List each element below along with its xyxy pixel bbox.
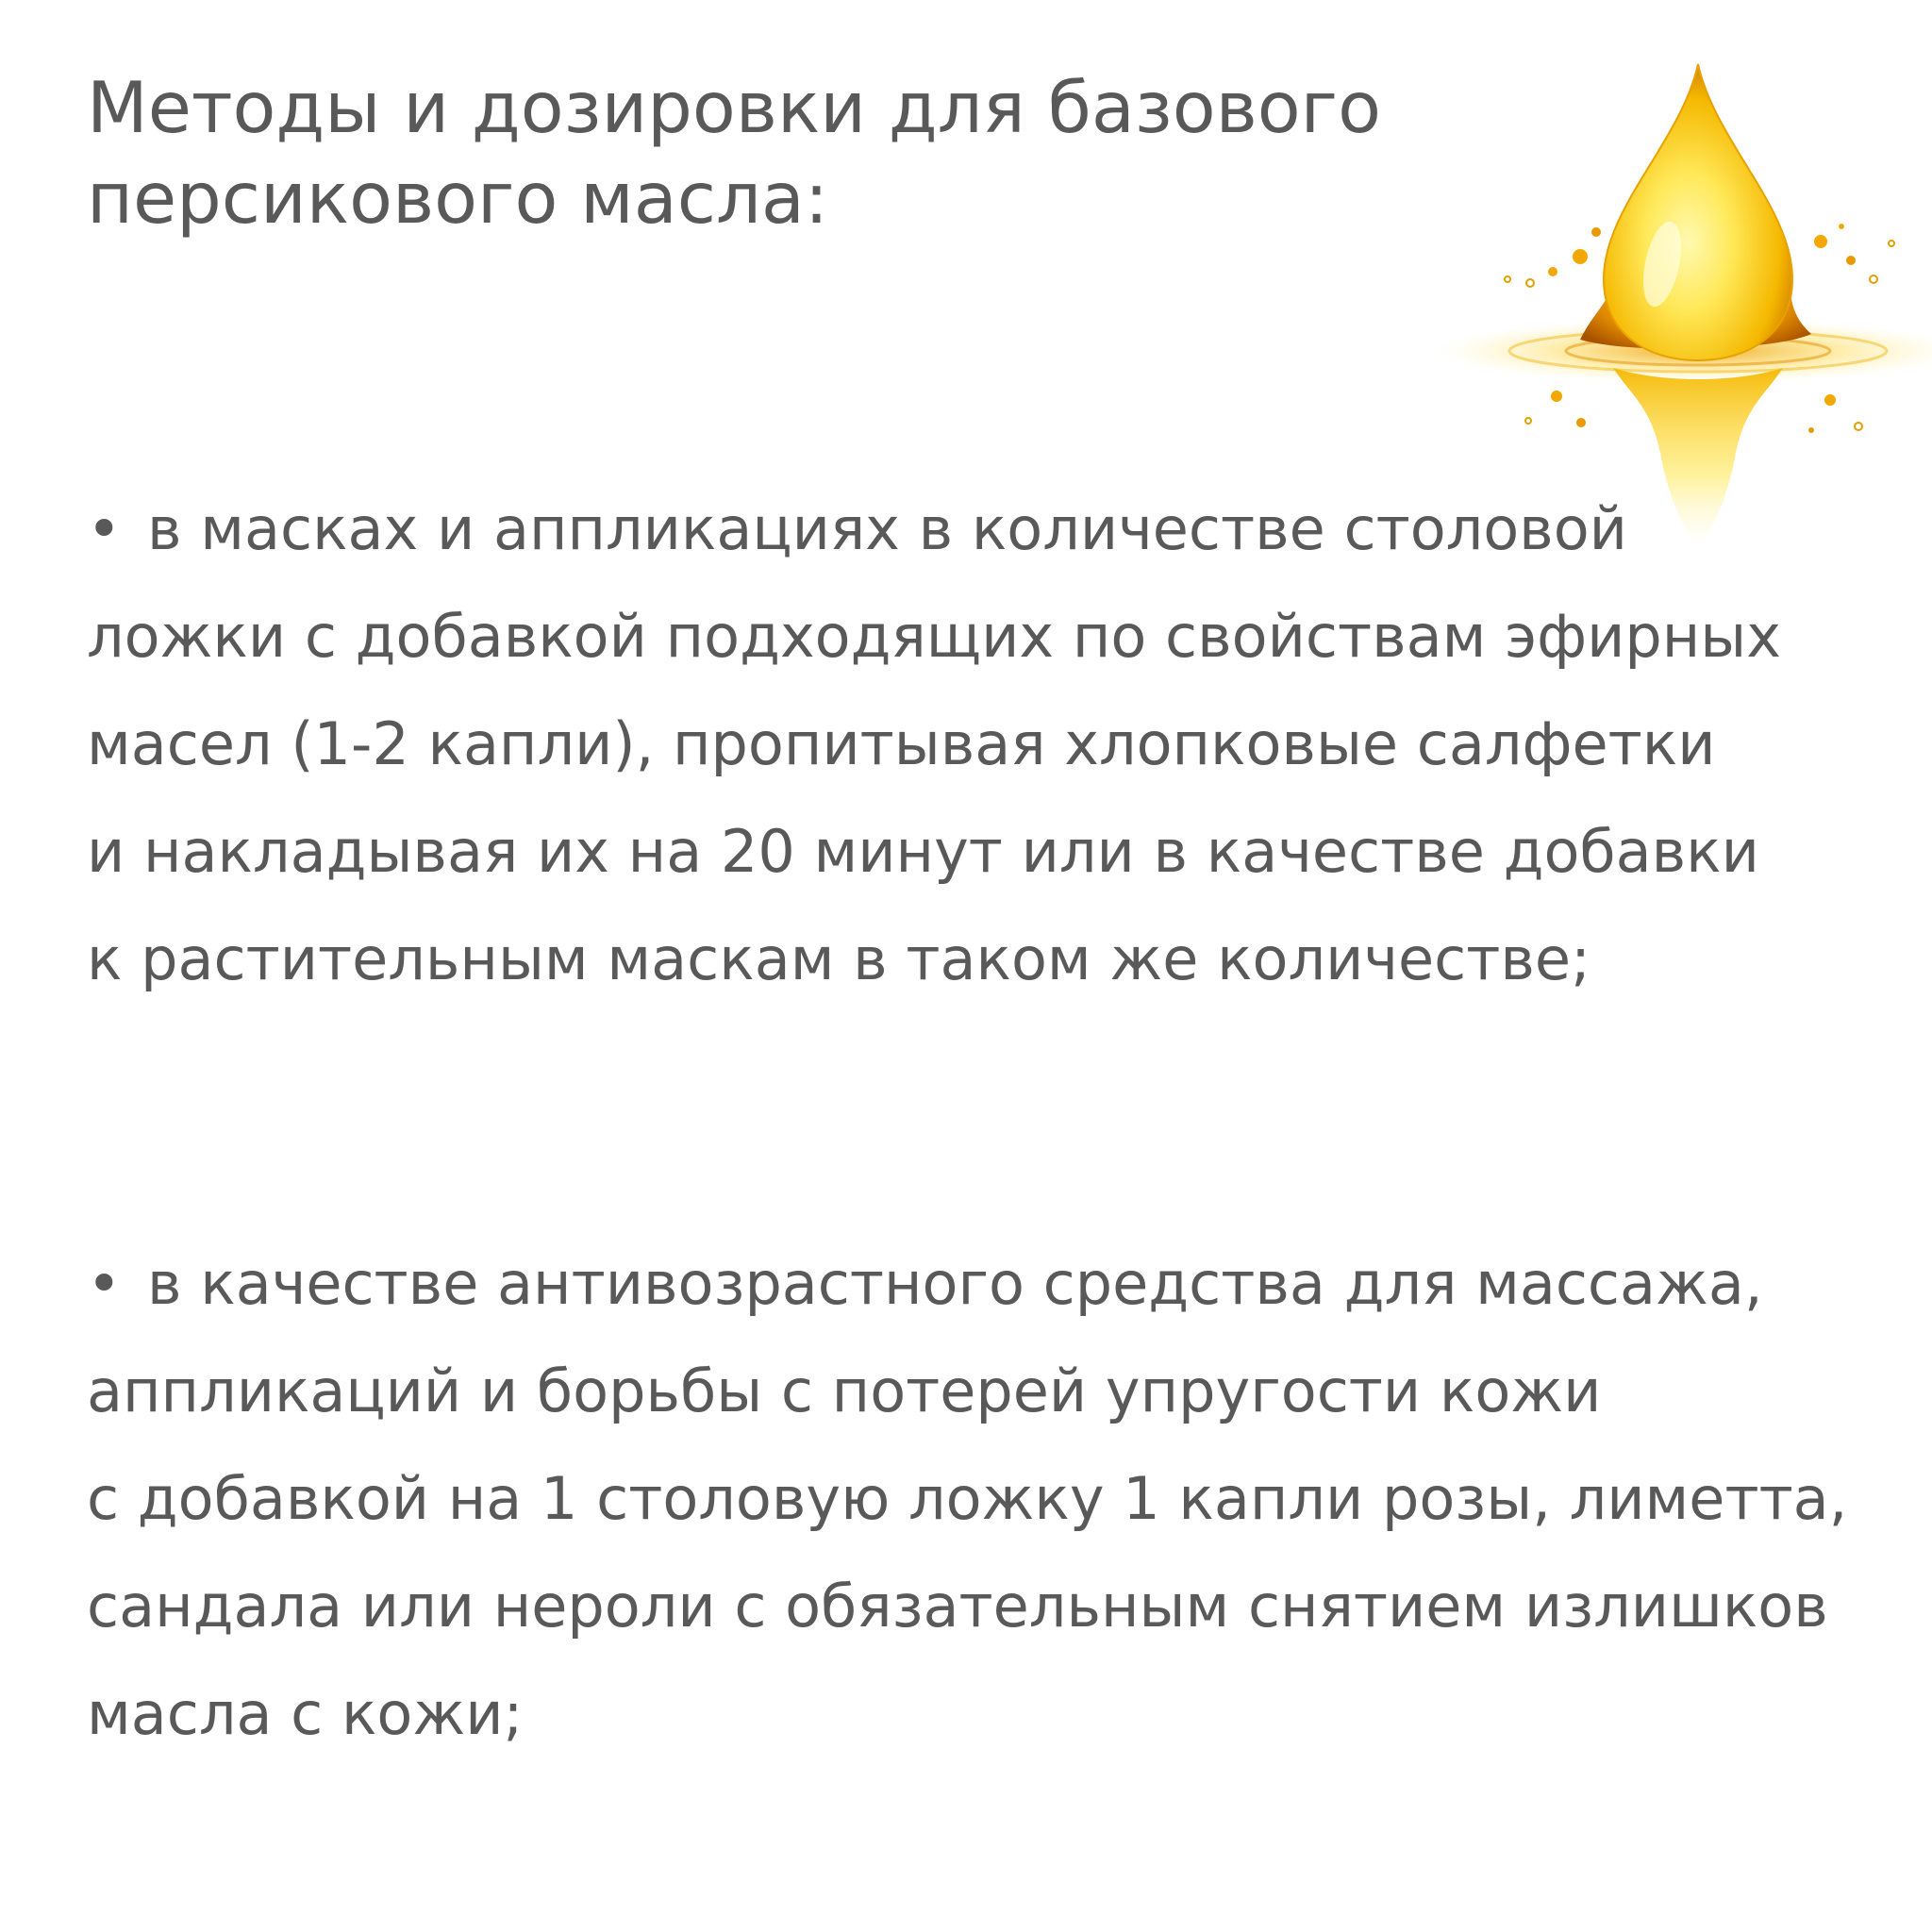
bullet-line bbox=[87, 475, 1879, 583]
bullet-line: с добавкой на 1 столовую ложку 1 капли розы, лиметта, bbox=[87, 1464, 1848, 1533]
bullet-line: масла с кожи; bbox=[87, 1679, 524, 1748]
bullet-marker: • bbox=[87, 1249, 122, 1318]
bullet-line: к растительным маскам в таком же количестве; bbox=[87, 924, 1591, 993]
bullet-line bbox=[87, 1230, 1879, 1338]
oil-drop-splash-icon bbox=[1415, 57, 1932, 547]
bullet-line: и накладывая их на 20 минут или в качестве добавки bbox=[87, 817, 1759, 886]
bullet-text: в масках и аппликациях в количестве столовой bbox=[147, 494, 1627, 563]
bullet-marker: • bbox=[87, 494, 122, 563]
bullet-line: ложки с добавкой подходящих по свойствам эфирных bbox=[87, 602, 1781, 671]
bullet-line: масел (1-2 капли), пропитывая хлопковые салфетки bbox=[87, 709, 1716, 778]
slide-title: Методы и дозировки для базового персикового масла: bbox=[87, 66, 1381, 240]
bullet-item bbox=[87, 475, 1879, 1013]
bullet-text: в качестве антивозрастного средства для массажа, bbox=[147, 1249, 1763, 1318]
bullet-line: сандала или нероли с обязательным снятием излишков bbox=[87, 1572, 1828, 1641]
bullet-line: аппликаций и борьбы с потерей упругости кожи bbox=[87, 1357, 1602, 1425]
bullet-item bbox=[87, 1230, 1879, 1768]
